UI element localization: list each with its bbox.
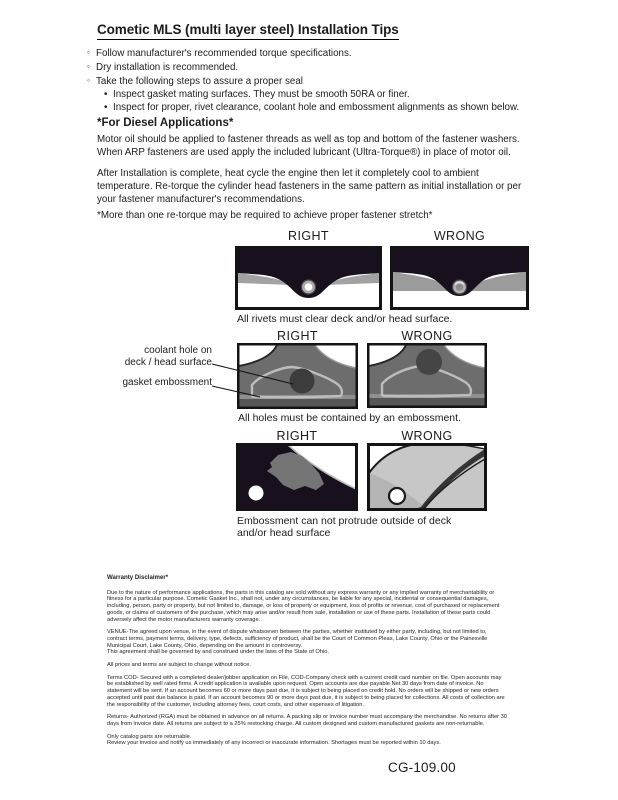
legal-paragraph: Review your invoice and notify us immediately of any incorrect or inaccurate information. Shortages must be reported within 10 days.: [107, 740, 441, 747]
list-item: [87, 88, 519, 101]
installation-tips-list: [87, 46, 519, 114]
rivet-center: [305, 283, 313, 291]
wrong-label-row3: WRONG: [401, 429, 453, 443]
coolant-hole-label-line2: deck / head surface: [124, 356, 212, 368]
coolant-hole-label: [100, 345, 212, 368]
circle-bullet-icon: ◦: [87, 75, 91, 85]
right-label-row2: RIGHT: [277, 329, 318, 343]
row1-caption: All rivets must clear deck and/or head surface.: [237, 313, 453, 325]
legal-paragraph: Due to the nature of performance applications, the parts in this catalog are sold without any express warranty or any implied warranty of merchantability or fitness for a particular purpose. Cometic Gasket Inc., shall not, under any circumstances, be liable for any special, incidental or consequential damages, including, person, party or property, but not limited to, damage, or loss of property or equipment, loss of profits or revenue, cost of purchased or replacement goods, or claims of customers of the purchase, which may arise and/or result from sale, installation or use of these parts. Installation of these parts could adversely affect the motor manufacturers warranty coverage.: [107, 589, 500, 623]
warranty-disclaimer-heading: Warranty Disclaimer*: [107, 574, 169, 581]
diesel-paragraph-2: After Installation is complete, heat cycle the engine then let it completely cool to ambient temperature. Re-torque the cylinder head fasteners in the same pattern as initial installation or per your fastener manufacturer's recommendations.: [97, 168, 522, 205]
legal-paragraph: Terms COD- Secured with a completed dealer/jobber application on File, COD-Company check with a current credit card number on file. Open accounts may be established by well rated firms. A credit application is available upon request. Open accounts are due payable Net 30 days from date of invoice. No statement will be sent. If an account becomes 60 or more days past due, it is subject to being placed on credit hold. No orders will be shipped or new orders accepted until past due balance is paid. If an account becomes 90 or more days past due, it is subject to being placed for collections. All costs of collection are the responsibility of the customer, including attorney fees, court costs, and other expenses of litigation.: [107, 674, 505, 708]
deck-band-dark: [239, 399, 356, 407]
deck-band-dark: [369, 398, 485, 406]
coolant-hole-misaligned: [416, 349, 442, 375]
wrong-label-row1: WRONG: [433, 229, 486, 243]
rivet-center: [456, 283, 464, 291]
right-label-row3: RIGHT: [276, 429, 318, 443]
tip-text: Dry installation is recommended.: [96, 62, 239, 73]
coolant-hole: [290, 369, 315, 394]
legal-paragraph: VENUE-The agreed upon venue, in the event of dispute whatsoever between the parties, whether instituted by either party, including, but not limited to, contract terms, payment terms, delivery, type, defects, sufficiency of product, shall be the Court of Common Pleas, Lake County, Ohio or the Painesville Municipal Court, Lake County, Ohio, depending on the amount in controversy.: [107, 629, 488, 649]
coolant-hole-label-line1: coolant hole on: [144, 345, 212, 356]
row2-caption: All holes must be contained by an embossment.: [238, 412, 461, 424]
gasket-embossment-label: gasket embossment: [122, 377, 212, 388]
rivet-clearance-right-diagram: [235, 246, 382, 310]
legal-paragraph: All prices and terms are subject to change without notice.: [107, 662, 251, 669]
wrong-label-row2: WRONG: [401, 329, 453, 343]
rivet-clearance-wrong-diagram: [390, 246, 529, 310]
row3-caption-line1: Embossment can not protrude outside of deck: [237, 515, 452, 527]
legal-section: [107, 575, 507, 747]
dot-bullet-icon: •: [104, 89, 108, 100]
diesel-paragraph-1: Motor oil should be applied to fastener threads as well as top and bottom of the fastener washers. When ARP fasteners are used apply the included lubricant (Ultra-Torque®) in place of motor oil.: [97, 134, 520, 158]
bolt-hole: [249, 486, 264, 501]
row3-caption: [237, 515, 451, 539]
tip-text: Inspect for proper, rivet clearance, coolant hole and embossment alignments as shown below.: [113, 102, 520, 113]
embossment-wrong-diagram: [367, 343, 487, 408]
page-code: CG-109.00: [388, 760, 456, 775]
tip-text: Follow manufacturer's recommended torque specifications.: [96, 48, 352, 59]
list-item: [87, 101, 519, 114]
circle-bullet-icon: ◦: [87, 47, 91, 57]
right-label-row1: RIGHT: [288, 229, 329, 243]
legal-paragraph: Only catalog parts are returnable.: [107, 733, 192, 740]
list-item: [87, 60, 519, 74]
row3-caption-line2: and/or head surface: [237, 527, 331, 539]
page-title: Cometic MLS (multi layer steel) Installation Tips: [97, 22, 399, 40]
protrusion-wrong-diagram: [367, 443, 487, 511]
list-item: [87, 74, 519, 88]
retorque-note: *More than one re-torque may be required to achieve proper fastener stretch*: [97, 210, 433, 221]
protrusion-right-diagram: [236, 443, 358, 511]
legal-paragraph: This agreement shall be governed by and construed under the laws of the State of Ohio.: [107, 649, 329, 656]
circle-bullet-icon: ◦: [87, 61, 91, 71]
tip-text: Take the following steps to assure a proper seal: [96, 76, 303, 87]
list-item: [87, 46, 519, 60]
diesel-applications-heading: *For Diesel Applications*: [97, 117, 234, 129]
embossment-right-diagram: [237, 343, 358, 409]
tip-text: Inspect gasket mating surfaces. They must be smooth 50RA or finer.: [113, 89, 410, 100]
legal-paragraph: Returns- Authorized (RGA) must be obtained in advance on all returns. A packing slip or invoice number must accompany the merchandise. No returns after 30 days from invoice date. All returns are subject to a 25% restocking charge. All custom designed and custom manufactured gaskets are non-returnable.: [107, 714, 507, 727]
bolt-hole: [389, 488, 405, 504]
dot-bullet-icon: •: [104, 102, 108, 113]
